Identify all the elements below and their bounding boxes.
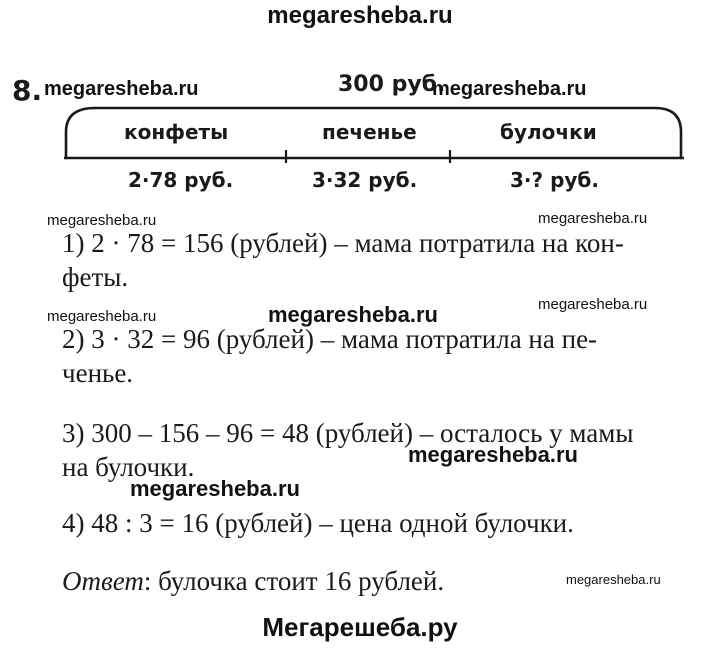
total-amount-label: 300 руб. (338, 72, 446, 97)
watermark-small: megaresheba.ru (47, 212, 157, 229)
watermark-small: megaresheba.ru (538, 210, 648, 227)
segment-label-candies: конфеты (124, 120, 229, 144)
watermark-small: megaresheba.ru (566, 572, 661, 587)
watermark-mid: megaresheba.ru (268, 302, 438, 327)
solution-step-3-continued: на булочки. (62, 452, 195, 482)
solution-step-2-continued: ченье. (62, 358, 134, 388)
watermark-small: megaresheba.ru (538, 296, 648, 313)
site-watermark-top: megaresheba.ru (267, 2, 453, 29)
segment-value-buns: 3·? руб. (510, 168, 599, 192)
answer-label: Ответ (62, 566, 144, 596)
solution-step-1-continued: феты. (62, 262, 129, 292)
solution-step-1: 1) 2 · 78 = 156 (рублей) – мама потратила на кон- (62, 228, 624, 258)
watermark-small: megaresheba.ru (47, 308, 157, 325)
watermark-total-line: megaresheba.ru (432, 78, 587, 100)
answer-text: : булочка стоит 16 рублей. (143, 566, 445, 596)
segment-label-buns: булочки (500, 120, 597, 144)
watermark-mid: megaresheba.ru (408, 442, 578, 467)
answer-line (62, 566, 444, 597)
segment-label-cookies: печенье (322, 120, 417, 144)
watermark-mid: megaresheba.ru (130, 476, 300, 501)
solution-step-2: 2) 3 · 32 = 96 (рублей) – мама потратила на пе- (62, 324, 598, 354)
bracket-left-curve (66, 108, 95, 158)
site-watermark-bottom: Мегарешеба.ру (262, 612, 458, 642)
solution-step-4: 4) 48 : 3 = 16 (рублей) – цена одной булочки. (62, 508, 574, 538)
solution-step-3: 3) 300 – 156 – 96 = 48 (рублей) – осталось у мамы (62, 418, 634, 448)
problem-number: 8. (12, 74, 43, 107)
segment-value-candies: 2·78 руб. (128, 168, 234, 192)
segment-value-cookies: 3·32 руб. (312, 168, 418, 192)
watermark-problem-line: megaresheba.ru (44, 78, 199, 100)
